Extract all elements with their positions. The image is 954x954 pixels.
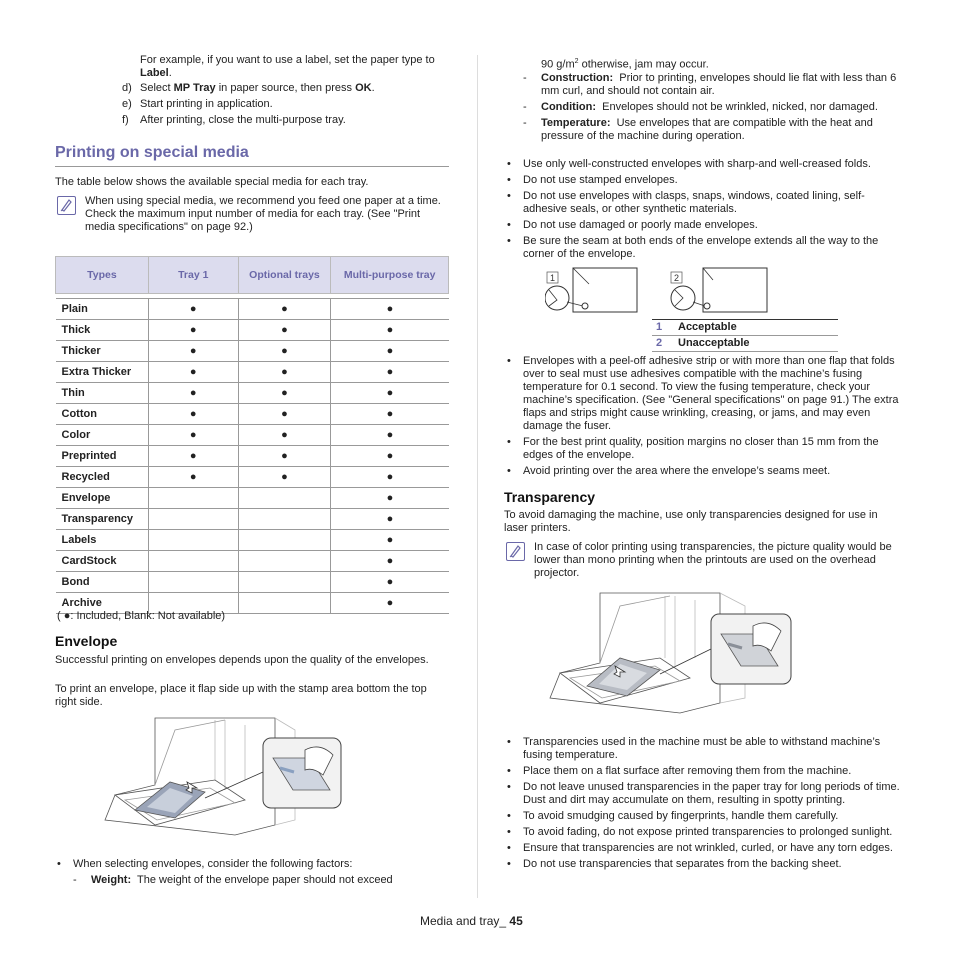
cell-type: Labels xyxy=(56,530,149,551)
table-row xyxy=(56,446,449,467)
list-item-text: Do not use damaged or poorly made envelopes. xyxy=(523,219,758,231)
table-row xyxy=(56,425,449,446)
table-row xyxy=(56,530,449,551)
step-text xyxy=(140,82,375,95)
cell-optional xyxy=(238,551,331,572)
table-row xyxy=(56,509,449,530)
list-item-text: Place them on a flat surface after removing them from the machine. xyxy=(523,765,852,777)
bullet: • xyxy=(507,781,511,793)
cell-tray1: ● xyxy=(148,341,238,362)
table-row xyxy=(56,551,449,572)
list-item xyxy=(505,826,903,839)
list-item xyxy=(505,736,903,762)
cell-mp: ● xyxy=(331,299,449,320)
step-marker: d) xyxy=(122,82,132,94)
cell-mp: ● xyxy=(331,572,449,593)
bullet: • xyxy=(507,858,511,870)
bullet: • xyxy=(507,810,511,822)
cell-tray1: ● xyxy=(148,320,238,341)
list-item-text: Transparencies used in the machine must be able to withstand machine’s fusing temperature. xyxy=(523,736,881,761)
table-row xyxy=(56,572,449,593)
cell-type: CardStock xyxy=(56,551,149,572)
dash-body: Prior to printing, envelopes should lie flat with less than 6 mm curl, and should not contain air. xyxy=(541,72,897,97)
cell-optional xyxy=(238,509,331,530)
table-legend: ( ●: Included, Blank: Not available) xyxy=(57,610,226,622)
envelope-title: Envelope xyxy=(55,633,118,649)
cell-tray1 xyxy=(148,572,238,593)
col-header-mp: Multi-purpose tray xyxy=(331,257,449,294)
bullet: • xyxy=(507,736,511,748)
cell-optional: ● xyxy=(238,404,331,425)
bullet: • xyxy=(507,826,511,838)
special-media-table xyxy=(55,256,449,614)
dash-label: Temperature: xyxy=(541,117,611,129)
dash-text xyxy=(541,101,878,114)
cell-mp: ● xyxy=(331,383,449,404)
dash-body: Envelopes should not be wrinkled, nicked, nor damaged. xyxy=(602,101,878,113)
list-item xyxy=(505,219,903,232)
figure-legend-row xyxy=(652,335,838,352)
step-list xyxy=(122,82,452,130)
list-item xyxy=(505,174,903,187)
figure-legend-num: 1 xyxy=(656,321,663,333)
dash-text xyxy=(541,117,903,143)
section-intro: The table below shows the available special media for each tray. xyxy=(55,176,369,188)
list-item-text: Do not use stamped envelopes. xyxy=(523,174,678,186)
cell-optional: ● xyxy=(238,341,331,362)
cell-type: Cotton xyxy=(56,404,149,425)
col-header-tray1: Tray 1 xyxy=(148,257,238,294)
envelope-p1: Successful printing on envelopes depends upon the quality of the envelopes. xyxy=(55,654,429,666)
cell-optional xyxy=(238,530,331,551)
step-item xyxy=(122,114,452,127)
dash-marker: - xyxy=(523,117,527,129)
dash-item xyxy=(523,117,903,143)
list-item xyxy=(505,436,903,462)
list-item xyxy=(505,781,903,807)
cell-tray1: ● xyxy=(148,467,238,488)
cell-mp: ● xyxy=(331,593,449,614)
step-marker: f) xyxy=(122,114,129,126)
section-rule xyxy=(55,166,449,167)
figure-label-2: 2 xyxy=(674,273,680,283)
envelope-tray-illustration xyxy=(95,710,345,845)
list-item xyxy=(505,465,903,478)
dash-label: Condition: xyxy=(541,101,596,113)
cell-mp: ● xyxy=(331,341,449,362)
bullet: • xyxy=(507,465,511,477)
cell-type: Extra Thicker xyxy=(56,362,149,383)
list-item: • When selecting envelopes, consider the following factors: xyxy=(57,858,353,870)
dash-marker: - xyxy=(523,101,527,113)
cell-type: Color xyxy=(56,425,149,446)
list-item xyxy=(505,158,903,171)
step-item xyxy=(122,98,452,111)
table-row xyxy=(56,488,449,509)
cell-mp: ● xyxy=(331,425,449,446)
bullet: • xyxy=(507,765,511,777)
cell-optional: ● xyxy=(238,467,331,488)
envelope-factor-list xyxy=(55,858,445,890)
note-icon xyxy=(506,542,525,561)
page-footer: Media and tray_ 45 xyxy=(420,914,523,928)
envelope-p2: To print an envelope, place it flap side up with the stamp area bottom the top right side. xyxy=(55,683,427,708)
envelope-seam-illustration xyxy=(545,266,795,318)
col-header-types: Types xyxy=(56,257,149,294)
cell-tray1: ● xyxy=(148,425,238,446)
step-text xyxy=(140,114,346,127)
cell-tray1: ● xyxy=(148,446,238,467)
cell-mp: ● xyxy=(331,320,449,341)
list-item xyxy=(505,858,903,871)
list-item-text: To avoid fading, do not expose printed transparencies to prolonged sunlight. xyxy=(523,826,893,838)
note-icon xyxy=(57,196,76,215)
bullet: • xyxy=(507,436,511,448)
cell-tray1: ● xyxy=(148,383,238,404)
step-text-part: Start printing in application. xyxy=(140,98,273,110)
list-item xyxy=(505,355,903,433)
envelope-bullet-list-2 xyxy=(505,355,903,481)
cell-type: Envelope xyxy=(56,488,149,509)
list-item xyxy=(505,235,903,261)
note-text: When using special media, we recommend you feed one paper at a time. Check the maximum input number of media for each tray. (See "Print media specifications" on page 92.) xyxy=(85,195,441,233)
cell-optional xyxy=(238,572,331,593)
table-row xyxy=(56,299,449,320)
list-item xyxy=(505,810,903,823)
transparency-bullet-list xyxy=(505,736,903,874)
cell-type: Preprinted xyxy=(56,446,149,467)
transparency-note: In case of color printing using transparencies, the picture quality would be lower than mono printing when the printouts are used on the overhead projector. xyxy=(534,541,892,579)
list-item xyxy=(505,842,903,855)
cell-type: Thicker xyxy=(56,341,149,362)
list-item-text: Envelopes with a peel-off adhesive strip or with more than one flap that folds over to seal must use adhesives compatible with the machine’s fusing temperature for 0.1 second. To view the fusing temperature, check your machine’s specification. (See "General specifications" on page 91.) The extra flaps and strips might cause wrinkling, creasing, or jams, and may even damage the fuser. xyxy=(523,355,899,432)
list-item-text: Use only well-constructed envelopes with sharp-and well-creased folds. xyxy=(523,158,871,170)
cell-type: Archive xyxy=(56,593,149,614)
cell-mp: ● xyxy=(331,530,449,551)
list-item-text: For the best print quality, position margins no closer than 15 mm from the edges of the envelope. xyxy=(523,436,879,461)
step-text-part: Select xyxy=(140,82,174,94)
cell-type: Recycled xyxy=(56,467,149,488)
cell-tray1: ● xyxy=(148,404,238,425)
cell-mp: ● xyxy=(331,404,449,425)
step-text-part: in paper source, then press xyxy=(215,82,356,94)
dash-item xyxy=(523,72,903,98)
step-item xyxy=(122,82,452,95)
step-text-part: After printing, close the multi-purpose tray. xyxy=(140,114,346,126)
table-row xyxy=(56,362,449,383)
cell-optional: ● xyxy=(238,425,331,446)
table-row xyxy=(56,320,449,341)
step-marker: e) xyxy=(122,98,132,110)
cell-optional: ● xyxy=(238,383,331,404)
cell-tray1 xyxy=(148,488,238,509)
list-item-text: Avoid printing over the area where the envelope’s seams meet. xyxy=(523,465,831,477)
column-divider xyxy=(477,55,478,898)
cell-optional: ● xyxy=(238,446,331,467)
bullet: • xyxy=(507,219,511,231)
page-number: 45 xyxy=(509,914,523,928)
list-item-text: Do not leave unused transparencies in the paper tray for long periods of time. Dust and dirt may accumulate on them, resulting in spotty printing. xyxy=(523,781,900,806)
col-header-optional: Optional trays xyxy=(238,257,331,294)
figure-label-1: 1 xyxy=(550,273,556,283)
cell-type: Transparency xyxy=(56,509,149,530)
cell-tray1 xyxy=(148,509,238,530)
transparency-tray-illustration xyxy=(545,588,795,723)
cell-type: Thick xyxy=(56,320,149,341)
envelope-dash-list xyxy=(523,72,903,146)
dash-marker: - xyxy=(523,72,527,84)
cell-optional xyxy=(238,488,331,509)
table-row xyxy=(56,383,449,404)
figure-legend-text: Unacceptable xyxy=(678,337,750,349)
cell-mp: ● xyxy=(331,488,449,509)
list-item-text: Ensure that transparencies are not wrinkled, curled, or have any torn edges. xyxy=(523,842,893,854)
cell-type: Thin xyxy=(56,383,149,404)
figure-legend-row xyxy=(652,319,838,335)
cell-mp: ● xyxy=(331,551,449,572)
list-item-text: Do not use transparencies that separates from the backing sheet. xyxy=(523,858,842,870)
intro-paragraph: For example, if you want to use a label, set the paper type to Label. xyxy=(140,54,435,79)
cell-type: Plain xyxy=(56,299,149,320)
list-item xyxy=(505,765,903,778)
section-title: Printing on special media xyxy=(55,144,249,161)
dash-item xyxy=(523,101,903,114)
weight-continuation: 90 $g/m^2$ otherwise, jam may occur. xyxy=(541,58,709,71)
cell-mp: ● xyxy=(331,362,449,383)
bullet: • xyxy=(507,842,511,854)
dash-body: Use envelopes that are compatible with the heat and pressure of the machine during operation. xyxy=(541,117,873,142)
cell-optional: ● xyxy=(238,362,331,383)
cell-optional xyxy=(238,593,331,614)
bullet: • xyxy=(507,355,511,367)
figure-legend-text: Acceptable xyxy=(678,321,737,333)
cell-tray1 xyxy=(148,530,238,551)
table-row xyxy=(56,467,449,488)
cell-tray1: ● xyxy=(148,362,238,383)
cell-optional: ● xyxy=(238,320,331,341)
envelope-bullet-list-1 xyxy=(505,158,903,264)
bullet: • xyxy=(507,174,511,186)
cell-mp: ● xyxy=(331,467,449,488)
bullet: • xyxy=(507,158,511,170)
cell-tray1: ● xyxy=(148,299,238,320)
list-item-text: To avoid smudging caused by fingerprints, handle them carefully. xyxy=(523,810,839,822)
transparency-intro: To avoid damaging the machine, use only transparencies designed for use in laser printers. xyxy=(504,509,878,534)
transparency-title: Transparency xyxy=(504,489,596,505)
table-row xyxy=(56,341,449,362)
step-text-part: . xyxy=(371,82,375,94)
figure-legend-num: 2 xyxy=(656,337,663,349)
cell-mp: ● xyxy=(331,446,449,467)
cell-optional: ● xyxy=(238,299,331,320)
bullet: • xyxy=(507,190,511,202)
list-item-text: Be sure the seam at both ends of the envelope extends all the way to the corner of the envelope. xyxy=(523,235,879,260)
list-item: - Weight: The weight of the envelope paper should not exceed xyxy=(73,874,393,886)
dash-label: Construction: xyxy=(541,72,614,84)
figure-legend xyxy=(652,319,838,352)
list-item-text: Do not use envelopes with clasps, snaps, windows, coated lining, self-adhesive seals, or other synthetic materials. xyxy=(523,190,865,215)
step-text xyxy=(140,98,273,111)
cell-type: Bond xyxy=(56,572,149,593)
bullet: • xyxy=(507,235,511,247)
table-row xyxy=(56,404,449,425)
step-bold: OK xyxy=(355,82,372,94)
cell-tray1 xyxy=(148,551,238,572)
step-bold: MP Tray xyxy=(173,82,216,94)
dash-text xyxy=(541,72,903,98)
cell-mp: ● xyxy=(331,509,449,530)
list-item xyxy=(505,190,903,216)
